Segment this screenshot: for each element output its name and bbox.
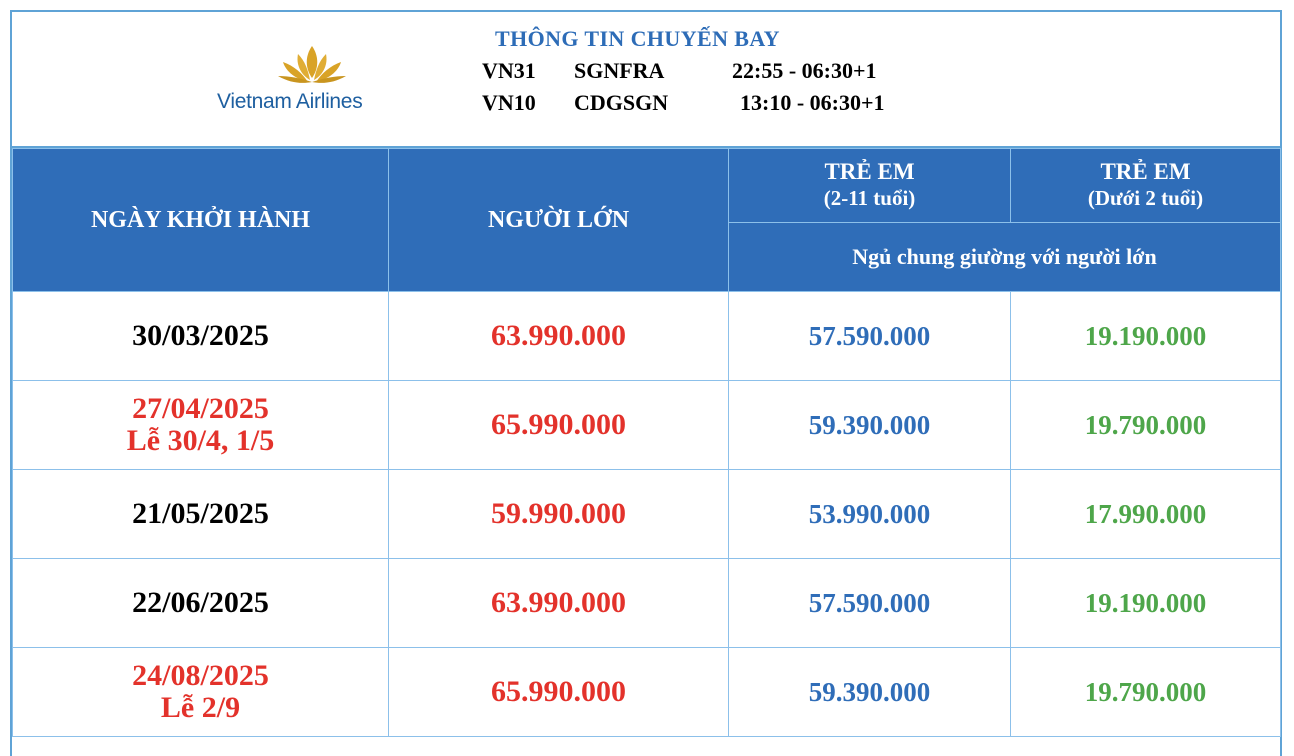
flight-route: SGNFRA: [574, 58, 665, 83]
departure-date-cell: [13, 559, 389, 648]
child-price: 59.390.000: [729, 648, 1011, 737]
child-price: 53.990.000: [729, 470, 1011, 559]
departure-date: 22/06/2025: [132, 586, 269, 619]
flight-time: 22:55 - 06:30+1: [732, 58, 877, 83]
logo-wordmark: Vietnam Airlines: [217, 90, 363, 113]
departure-date-cell: [13, 648, 389, 737]
departure-date: 27/04/2025: [132, 392, 269, 425]
header-panel: [12, 12, 1280, 148]
header-child-label: TRẺ EM: [824, 159, 915, 185]
departure-date: 30/03/2025: [132, 319, 269, 352]
child-price: 57.590.000: [729, 559, 1011, 648]
adult-price: 65.990.000: [389, 648, 729, 737]
departure-date: 24/08/2025: [132, 659, 269, 692]
table-row: [13, 292, 1281, 381]
header-adult: NGƯỜI LỚN: [389, 149, 729, 292]
infant-price: 19.190.000: [1011, 559, 1281, 648]
holiday-note: Lễ 30/4, 1/5: [126, 424, 275, 457]
holiday-note: Lễ 2/9: [160, 691, 241, 724]
departure-date-cell: [13, 381, 389, 470]
child-price: 59.390.000: [729, 381, 1011, 470]
header-infant: [1011, 149, 1281, 223]
departure-date-cell: [13, 292, 389, 381]
flight-code: VN10: [482, 90, 536, 115]
infant-price: 19.190.000: [1011, 292, 1281, 381]
infant-price: 19.790.000: [1011, 648, 1281, 737]
table-row: [13, 470, 1281, 559]
flight-code: VN31: [482, 58, 536, 83]
lotus-icon: [272, 42, 352, 90]
flight-route: CDGSGN: [574, 90, 669, 115]
adult-price: 63.990.000: [389, 292, 729, 381]
flight-time: 13:10 - 06:30+1: [740, 90, 885, 115]
header-infant-label: TRẺ EM: [1100, 159, 1191, 185]
table-row: [13, 648, 1281, 737]
adult-price: 65.990.000: [389, 381, 729, 470]
child-price: 57.590.000: [729, 292, 1011, 381]
header-child: [729, 149, 1011, 223]
table-row: [13, 559, 1281, 648]
departure-date-cell: [13, 470, 389, 559]
adult-price: 63.990.000: [389, 559, 729, 648]
infant-price: 19.790.000: [1011, 381, 1281, 470]
table-row: [13, 381, 1281, 470]
price-table: [12, 148, 1281, 737]
vietnam-airlines-logo: [217, 42, 392, 122]
header-departure-date: NGÀY KHỞI HÀNH: [13, 149, 389, 292]
flight-info-title: THÔNG TIN CHUYẾN BAY: [495, 26, 780, 51]
departure-date: 21/05/2025: [132, 497, 269, 530]
header-infant-age: (Dưới 2 tuổi): [1087, 186, 1204, 211]
adult-price: 59.990.000: [389, 470, 729, 559]
infant-price: 17.990.000: [1011, 470, 1281, 559]
price-sheet: [10, 10, 1282, 756]
header-child-age: (2-11 tuổi): [823, 186, 916, 211]
header-sleep-note: Ngủ chung giường với người lớn: [729, 222, 1281, 292]
